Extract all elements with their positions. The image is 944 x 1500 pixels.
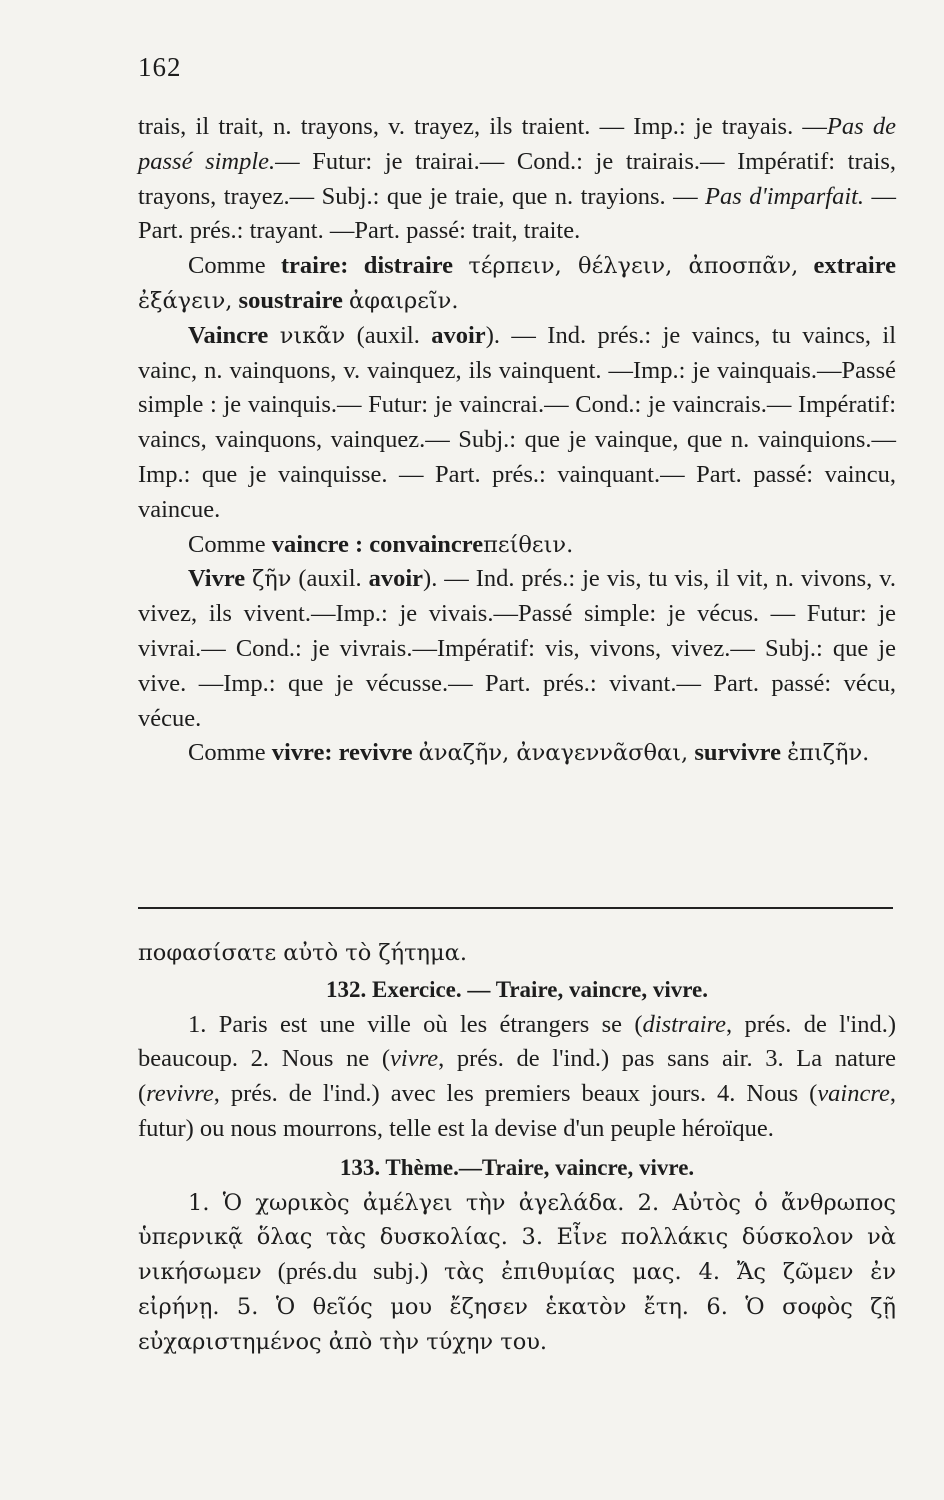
vivre-comme-paragraph: Comme vivre: revivre ἀναζῆν, ἀναγεννᾶσθαι, survivre ἐπιζῆν. xyxy=(188,739,870,767)
theme-heading: 133. Thème.—Traire, vaincre, vivre. xyxy=(339,1154,695,1180)
vaincre-paragraph: Vaincre νικᾶν (auxil. avoir). — Ind. prés.: je vaincs, tu vaincs, il vainc, n. vainquons, v. vainquez, ils vainquent. —Imp.: je vainquais.—Passé simple : je vainquis.— Futur: je vaincrai.— Cond.: je vaincrais.— Impératif: vaincs, vainquons, vainquez.— Subj.: que je vainque, que n. vainquions.— Imp.: que je vainquisse. — Part. prés.: vainquant.— Part. passé: vaincu, vaincue. xyxy=(138,321,897,523)
exercise-text: 1. Paris est une ville où les étrangers se (distraire, prés. de l'ind.) beaucoup. 2. Nous ne (vivre, prés. de l'ind.) pas sans air. 3. La nature (revivre, prés. de l'ind.) avec les premiers beaux jours. 4. Nous (vaincre, futur) ou nous mourrons, telle est la devise d'un peuple héroïque. xyxy=(138,1010,896,1142)
traire-paragraph: trais, il trait, n. trayons, v. trayez, ils traient. — Imp.: je trayais. —Pas de passé simple.— Futur: je trairai.— Cond.: je trairais.— Impératif: trais, trayons, trayez.— Subj.: que je traie, que n. trayions. — Pas d'imparfait. — Part. prés.: trayant. —Part. passé: trait, traite. xyxy=(138,113,897,245)
no-passe-simple-note: Pas de passé simple. xyxy=(138,113,897,175)
traire-comme-paragraph: Comme traire: distraire τέρπειν, θέλγειν, ἀποσπᾶν, extraire ἐξάγειν, soustraire ἀφαιρεῖν. xyxy=(138,252,897,314)
exercise-heading: 132. Exercice. — Traire, vaincre, vivre. xyxy=(326,976,708,1002)
vaincre-headword: Vaincre xyxy=(188,321,269,349)
greek-footnote-line: ποφασίσατε αὐτὸ τὸ ζήτημα. xyxy=(138,940,468,966)
vivre-headword: Vivre xyxy=(188,565,246,593)
no-imparfait-note: Pas d'imparfait. xyxy=(705,182,865,210)
vivre-paragraph: Vivre ζῆν (auxil. avoir). — Ind. prés.: je vis, tu vis, il vit, n. vivons, v. vivez, ils vivent.—Imp.: je vivais.—Passé simple: je vécus. — Futur: je vivrai.— Cond.: je vivrais.—Impératif: vis, vivons, vivez.— Subj.: que je vive. —Imp.: que je vécusse.— Part. prés.: vivant.— Part. passé: vécu, vécue. xyxy=(138,565,897,732)
conjugation-section xyxy=(138,110,896,771)
vaincre-comme-paragraph: Comme vaincre : convaincreπείθειν. xyxy=(188,530,574,558)
page-number: 162 xyxy=(138,52,182,82)
exercise-section xyxy=(138,936,896,1360)
section-divider xyxy=(138,907,893,909)
theme-text: 1. Ὁ χωρικὸς ἀμέλγει τὴν ἀγελάδα. 2. Αὐτὸς ὁ ἄνθρωπος ὑπερνικᾷ ὅλας τὰς δυσκολίας. 3. Εἶνε πολλάκις δύσκολον νὰ νικήσωμεν (prés.du subj.) τὰς ἐπιθυμίας μας. 4. Ἄς ζῶμεν ἐν εἰρήνῃ. 5. Ὁ θεῖός μου ἔζησεν ἑκατὸν ἔτη. 6. Ὁ σοφὸς ζῇ εὐχαριστημένος ἀπὸ τὴν τύχην του. xyxy=(138,1189,896,1355)
